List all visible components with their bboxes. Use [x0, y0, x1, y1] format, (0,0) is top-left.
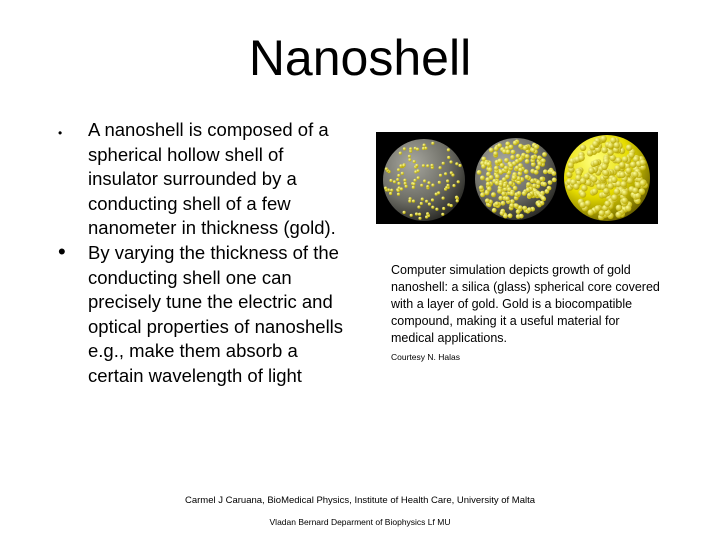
gold-particle [522, 191, 527, 196]
gold-particle [580, 145, 586, 151]
gold-particle [418, 213, 421, 216]
gold-particle [417, 206, 420, 209]
gold-particle [389, 192, 392, 195]
slide-title: Nanoshell [248, 30, 472, 86]
gold-particle [603, 188, 609, 194]
figure-credit: Courtesy N. Halas [391, 352, 460, 362]
gold-particle [414, 170, 417, 173]
gold-particle [568, 162, 574, 168]
gold-particle [442, 162, 445, 165]
gold-particle [425, 200, 428, 203]
gold-particle [447, 156, 450, 159]
gold-particle [396, 178, 399, 181]
gold-particle [542, 152, 547, 157]
gold-particle [640, 180, 646, 186]
gold-particle [412, 200, 415, 203]
gold-particle [519, 214, 524, 219]
gold-particle [531, 155, 536, 160]
gold-particle [604, 201, 610, 207]
gold-particle [401, 172, 404, 175]
gold-particle [493, 151, 498, 156]
gold-particle [404, 182, 407, 185]
gold-particle [499, 182, 504, 187]
gold-particle [509, 203, 514, 208]
gold-particle [603, 170, 609, 176]
gold-particle [442, 207, 445, 210]
gold-particle [578, 155, 584, 161]
gold-particle [431, 198, 434, 201]
gold-particle [457, 180, 460, 183]
gold-particle [510, 191, 515, 196]
gold-particle [420, 184, 423, 187]
gold-particle [593, 160, 599, 166]
gold-particle [535, 165, 540, 170]
gold-particle [611, 194, 617, 200]
gold-particle [513, 186, 518, 191]
bullet-list [58, 118, 358, 389]
gold-particle [385, 167, 388, 170]
gold-particle [485, 191, 490, 196]
gold-particle [525, 159, 530, 164]
gold-particle [494, 201, 499, 206]
gold-particle [510, 155, 515, 160]
gold-particle [627, 178, 633, 184]
gold-particle [416, 148, 419, 151]
gold-particle [504, 158, 509, 163]
gold-particle [509, 163, 514, 168]
gold-particle [525, 175, 530, 180]
gold-particle [587, 150, 593, 156]
bullet-marker: • [58, 126, 63, 140]
gold-particle [504, 166, 509, 171]
gold-particle [588, 168, 594, 174]
gold-particle [585, 180, 591, 186]
gold-particle [622, 198, 628, 204]
gold-particle [390, 189, 393, 192]
gold-particle [384, 187, 387, 190]
gold-particle [501, 192, 506, 197]
gold-particle [403, 211, 406, 214]
gold-particle [640, 160, 646, 166]
gold-particle [399, 164, 402, 167]
gold-particle [477, 170, 482, 175]
gold-particle [537, 156, 542, 161]
gold-particle [512, 175, 517, 180]
gold-particle [449, 160, 452, 163]
gold-particle [526, 188, 531, 193]
gold-particle [446, 184, 449, 187]
gold-particle [428, 203, 431, 206]
gold-particle [408, 158, 411, 161]
gold-particle [630, 162, 636, 168]
gold-particle [621, 181, 627, 187]
gold-particle [619, 162, 625, 168]
gold-particle [456, 199, 459, 202]
gold-particle [486, 162, 491, 167]
gold-particle [619, 172, 625, 178]
gold-particle [500, 211, 505, 216]
gold-particle [505, 196, 510, 201]
gold-particle [426, 164, 429, 167]
gold-particle [397, 193, 400, 196]
gold-particle [611, 177, 617, 183]
gold-particle [517, 191, 522, 196]
gold-particle [444, 172, 447, 175]
gold-particle [412, 182, 415, 185]
gold-particle [541, 158, 546, 163]
gold-particle [430, 164, 433, 167]
gold-particle [543, 169, 548, 174]
gold-particle [522, 206, 527, 211]
gold-particle [639, 188, 645, 194]
bullet-marker: • [58, 238, 66, 264]
gold-particle [492, 208, 497, 213]
bullet-text: A nanoshell is composed of a spherical hollow shell of insulator surrounded by a conducting shell of a few nanometer in thickness (gold). [88, 119, 336, 239]
gold-particle [431, 184, 434, 187]
gold-particle [389, 179, 392, 182]
gold-particle [413, 160, 416, 163]
gold-particle [479, 185, 484, 190]
gold-particle [622, 190, 628, 196]
gold-particle [415, 164, 418, 167]
gold-particle [625, 205, 631, 211]
gold-particle [393, 180, 396, 183]
gold-particle [502, 177, 507, 182]
gold-particle [489, 175, 494, 180]
gold-particle [447, 148, 450, 151]
gold-particle [536, 180, 541, 185]
gold-particle [489, 148, 494, 153]
gold-particle [418, 217, 421, 220]
gold-particle [506, 150, 511, 155]
gold-particle [541, 197, 546, 202]
gold-particle [525, 154, 530, 159]
gold-particle [417, 176, 420, 179]
gold-particle [442, 197, 445, 200]
gold-particle [402, 164, 405, 167]
gold-particle [509, 145, 514, 150]
gold-particle [426, 212, 429, 215]
gold-particle [438, 181, 441, 184]
gold-particle [516, 154, 521, 159]
gold-particle [614, 142, 620, 148]
gold-particle [491, 192, 496, 197]
gold-particle [580, 191, 586, 197]
gold-particle [458, 164, 461, 167]
gold-particle [501, 201, 506, 206]
gold-particle [408, 155, 411, 158]
gold-particle [595, 205, 601, 211]
gold-particle [513, 141, 518, 146]
gold-particle [608, 183, 614, 189]
gold-particle [632, 187, 638, 193]
gold-particle [427, 181, 430, 184]
gold-particle [494, 166, 499, 171]
nanoshell-growth-illustration [376, 132, 658, 224]
gold-particle [410, 214, 413, 217]
gold-particle [601, 147, 607, 153]
gold-particle [592, 141, 598, 147]
gold-particle [537, 203, 542, 208]
gold-particle [626, 145, 632, 151]
gold-particle [511, 150, 516, 155]
gold-particle [552, 171, 557, 176]
gold-particle [581, 185, 587, 191]
gold-particle [500, 163, 505, 168]
gold-particle [615, 212, 621, 218]
gold-particle [420, 202, 423, 205]
gold-particle [601, 164, 607, 170]
gold-particle [534, 170, 539, 175]
gold-particle [585, 200, 591, 206]
gold-particle [452, 184, 455, 187]
gold-particle [480, 176, 485, 181]
gold-particle [450, 204, 453, 207]
gold-particle [415, 212, 418, 215]
gold-particle [403, 179, 406, 182]
gold-particle [446, 179, 449, 182]
gold-particle [498, 189, 503, 194]
gold-particle [403, 147, 406, 150]
gold-particle [423, 144, 426, 147]
gold-particle [486, 182, 491, 187]
gold-particle [435, 193, 438, 196]
gold-particle [435, 208, 438, 211]
gold-particle [485, 198, 490, 203]
gold-particle [552, 178, 557, 183]
gold-particle [441, 213, 444, 216]
gold-particle [455, 196, 458, 199]
gold-particle [628, 152, 634, 158]
gold-particle [518, 163, 523, 168]
gold-particle [409, 147, 412, 150]
gold-particle [580, 178, 586, 184]
gold-particle [508, 213, 513, 218]
gold-particle [632, 171, 638, 177]
gold-particle [421, 198, 424, 201]
gold-particle [413, 179, 416, 182]
gold-particle [518, 168, 523, 173]
gold-particle [423, 179, 426, 182]
gold-particle [526, 182, 531, 187]
gold-particle [412, 186, 415, 189]
gold-particle [498, 196, 503, 201]
gold-particle [455, 162, 458, 165]
bullet-item [58, 118, 358, 241]
gold-particle [534, 145, 539, 150]
gold-particle [422, 164, 425, 167]
gold-particle [497, 159, 502, 164]
gold-particle [622, 156, 628, 162]
gold-particle [514, 203, 519, 208]
gold-particle [397, 174, 400, 177]
gold-particle [497, 143, 502, 148]
gold-particle [527, 207, 532, 212]
bullet-item [58, 238, 358, 389]
gold-particle [607, 150, 613, 156]
figure-caption: Computer simulation depicts growth of gold nanoshell: a silica (glass) spherical core covered with a layer of gold. Gold is a biocompatible compound, making it a useful material for medical applications. [391, 263, 660, 345]
gold-particle [540, 177, 545, 182]
footer-department: Vladan Bernard Deparment of Biophysics Lf MU [269, 517, 451, 527]
gold-particle [614, 188, 620, 194]
gold-particle [480, 193, 485, 198]
gold-particle [431, 142, 434, 145]
gold-particle [626, 168, 632, 174]
gold-particle [499, 170, 504, 175]
gold-particle [588, 209, 594, 215]
gold-particle [426, 185, 429, 188]
gold-particle [616, 205, 622, 211]
gold-particle [547, 186, 552, 191]
footer-author: Carmel J Caruana, BioMedical Physics, Institute of Health Care, University of Malta [184, 495, 536, 506]
gold-particle [399, 152, 402, 155]
gold-particle [488, 167, 493, 172]
gold-particle [518, 144, 523, 149]
gold-particle [532, 183, 537, 188]
gold-particle [450, 171, 453, 174]
gold-particle [600, 136, 606, 142]
gold-particle [397, 168, 400, 171]
gold-particle [592, 188, 598, 194]
gold-particle [397, 182, 400, 185]
nanoshell-simulation-image [376, 132, 658, 224]
gold-particle [495, 174, 500, 179]
gold-particle [573, 184, 579, 190]
gold-particle [487, 187, 492, 192]
gold-particle [408, 200, 411, 203]
gold-particle [439, 166, 442, 169]
gold-particle [542, 182, 547, 187]
gold-particle [548, 180, 553, 185]
gold-particle [591, 176, 597, 182]
gold-particle [523, 146, 528, 151]
bullet-text: By varying the thickness of the conducting shell one can precisely tune the electric and optical properties of nanoshells e.g., make them absorb a certain wavelength of light [88, 241, 344, 386]
gold-particle [439, 174, 442, 177]
gold-particle [431, 206, 434, 209]
gold-particle [405, 185, 408, 188]
gold-particle [527, 193, 532, 198]
gold-particle [422, 147, 425, 150]
gold-particle [400, 187, 403, 190]
